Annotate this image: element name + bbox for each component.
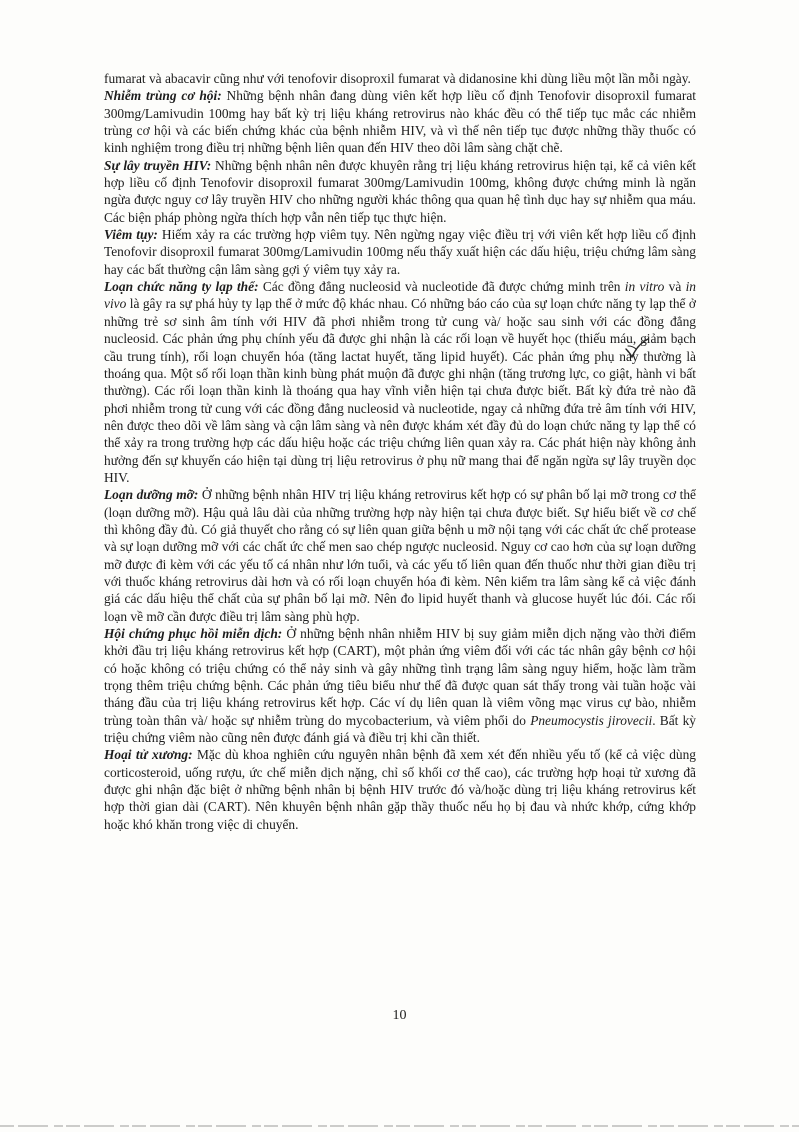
section-heading: Nhiễm trùng cơ hội: <box>104 88 222 104</box>
paragraph <box>104 87 696 156</box>
italic-term: in vivo <box>104 279 696 312</box>
page-number: 10 <box>392 1008 407 1023</box>
section-heading: Viêm tụy: <box>104 227 158 243</box>
section-heading: Sự lây truyền HIV: <box>104 157 212 173</box>
paragraph <box>104 226 696 278</box>
paragraph-text: Những bệnh nhân nên được khuyên rằng trị liệu kháng retrovirus hiện tại, kể cả viên kết hợp liều cố định Tenofovir disoproxil fumarat 300mg/Lamivudin 100mg, không được chứng minh là ngăn ngừa được nguy cơ lây truyền HIV cho những người khác thông qua quan hệ tình dục hay sự nhiễm qua máu. Các biện pháp phòng ngừa thích hợp vẫn nên tiếp tục thực hiện. <box>104 157 696 225</box>
paragraph <box>104 157 696 226</box>
section-heading: Hội chứng phục hồi miễn dịch: <box>104 626 283 641</box>
paragraph-text: . Bất kỳ triệu chứng viêm nào cũng nên được đánh giá và điều trị khi cần thiết. <box>104 712 696 746</box>
section-heading: Hoại tử xương: <box>104 747 193 763</box>
paragraph <box>104 278 696 486</box>
paragraph-text: Những bệnh nhân đang dùng viên kết hợp liều cố định Tenofovir disoproxil fumarat 300mg/Lamivudin 100mg hay bất kỳ trị liệu kháng retrovirus nào khác đều có thể tiếp tục mắc các nhiễm trùng cơ hội và các biến chứng khác của bệnh nhiễm HIV, và vì thế nên tiếp tục được những thầy thuốc có kinh nghiệm trong điều trị những bệnh liên quan đến HIV theo dõi lâm sàng chặt chẽ. <box>104 88 696 156</box>
italic-term: Pneumocystis jirovecii <box>530 712 653 728</box>
handwritten-checkmark-icon <box>624 337 650 359</box>
section-heading: Loạn chức năng ty lạp thể: <box>104 279 259 295</box>
paragraph <box>104 746 696 833</box>
page-body <box>104 70 696 833</box>
paragraph-text: fumarat và abacavir cũng như với tenofovir disoproxil fumarat và didanosine khi dùng liều một lần mỗi ngày. <box>104 71 691 86</box>
paragraph-text: Các đồng đẳng nucleosid và nucleotide đã được chứng minh trên <box>258 279 625 295</box>
paragraph-text: và <box>664 279 686 295</box>
paragraph <box>104 625 696 746</box>
paragraph <box>104 486 696 625</box>
paragraph-text: Ở những bệnh nhân HIV trị liệu kháng retrovirus kết hợp có sự phân bố lại mỡ trong cơ thể (loạn dưỡng mỡ). Hậu quả lâu dài của những trường hợp này hiện tại chưa được biết. Sự hiểu biết về cơ chế thì không đầy đủ. Có giả thuyết cho rằng có sự liên quan giữa bệnh u mỡ nội tạng với các chất ức chế protease và sự loạn dưỡng mỡ với các chất ức chế men sao chép ngược nucleosid. Nguy cơ cao hơn của sự loạn dưỡng mỡ được đi kèm với các yếu tố cá nhân như lớn tuổi, và các yếu tố liên quan đến thuốc như thời gian điều trị với thuốc kháng retrovirus dài hơn và có rối loạn chuyển hóa đi kèm. Nên kiểm tra lâm sàng kể cả việc đánh giá các dấu hiệu thể chất của sự phân bố lại mỡ. Nên đo lipid huyết thanh và glucose huyết lúc đói. Các rối loạn về mỡ cần được điều trị lâm sàng phù hợp. <box>104 487 696 624</box>
paragraph-text: Ở những bệnh nhân nhiễm HIV bị suy giảm miễn dịch nặng vào thời điểm khởi đầu trị liệu kháng retrovirus kết hợp (CART), một phản ứng viêm đối với các tác nhân gây bệnh cơ hội có hoặc không có triệu chứng có thể nảy sinh và gây những tình trạng lâm sàng nguy hiểm, hoặc làm trầm trọng thêm triệu chứng bệnh. Các phản ứng tiêu biểu như thế đã được quan sát thấy trong vài tuần hoặc vài tháng đầu của trị liệu kháng retrovirus kết hợp. Các ví dụ liên quan là viêm võng mạc virus cự bào, nhiễm trùng toàn thân và/ hoặc sự nhiễm trùng do mycobacterium, và viêm phổi do <box>104 626 696 728</box>
italic-term: in vitro <box>624 279 665 295</box>
scan-edge-rule <box>0 1122 799 1132</box>
paragraph <box>104 70 696 87</box>
paragraph-text: Mặc dù khoa nghiên cứu nguyên nhân bệnh đã xem xét đến nhiều yếu tố (kể cả việc dùng corticosteroid, uống rượu, ức chế miễn dịch nặng, chỉ số khối cơ thể cao), các trường hợp hoại tử xương đã được ghi nhận đặc biệt ở những bệnh nhân bị bệnh HIV trước đó và/hoặc dùng trị liệu kháng retrovirus kết hợp thời gian dài (CART). Nên khuyên bệnh nhân gặp thầy thuốc nếu họ bị đau và nhức khớp, cứng khớp hoặc khó khăn trong việc di chuyển. <box>104 747 696 832</box>
paragraph-text: Hiếm xảy ra các trường hợp viêm tụy. Nên ngừng ngay việc điều trị với viên kết hợp liều cố định Tenofovir disoproxil fumarat 300mg/Lamivudin 100mg nếu thấy xuất hiện các dấu hiệu, triệu chứng lâm sàng hay các bất thường cận lâm sàng gợi ý viêm tụy xảy ra. <box>104 227 696 277</box>
section-heading: Loạn dưỡng mỡ: <box>104 487 199 503</box>
paragraph-text: là gây ra sự phá hủy ty lạp thể ở mức độ khác nhau. Có những báo cáo của sự loạn chức năng ty lạp thể ở những trẻ sơ sinh âm tính với HIV đã phơi nhiễm trong tử cung và/ hoặc sau sinh với các đồng đẳng nucleosid. Các phản ứng phụ chính yếu đã được ghi nhận là các rối loạn về huyết học (thiếu máu, giảm bạch cầu trung tính), rối loạn chuyển hóa (tăng lactat huyết, tăng lipid huyết). Các phản ứng phụ này thường là thoáng qua. Một số rối loạn thần kinh bùng phát muộn đã được ghi nhận (tăng trương lực, co giật, hành vi bất thường). Các rối loạn thần kinh là thoáng qua hay vĩnh viễn hiện tại chưa được biết. Bất kỳ đứa trẻ nào đã phơi nhiễm trong tử cung với các đồng đẳng nucleosid và nucleotide, ngay cả những đứa trẻ âm tính với HIV, nên được theo dõi về lâm sàng và cận lâm sàng và nên được khám xét đầy đủ do loạn chức năng ty lạp thể có thể xảy ra trong trường hợp các dấu hiệu hoặc các triệu chứng liên quan xảy ra. Các phát hiện này không ảnh hưởng đến sự khuyến cáo hiện tại dùng trị liệu retrovirus ở phụ nữ mang thai để ngăn ngừa sự lây truyền dọc HIV. <box>104 296 696 485</box>
